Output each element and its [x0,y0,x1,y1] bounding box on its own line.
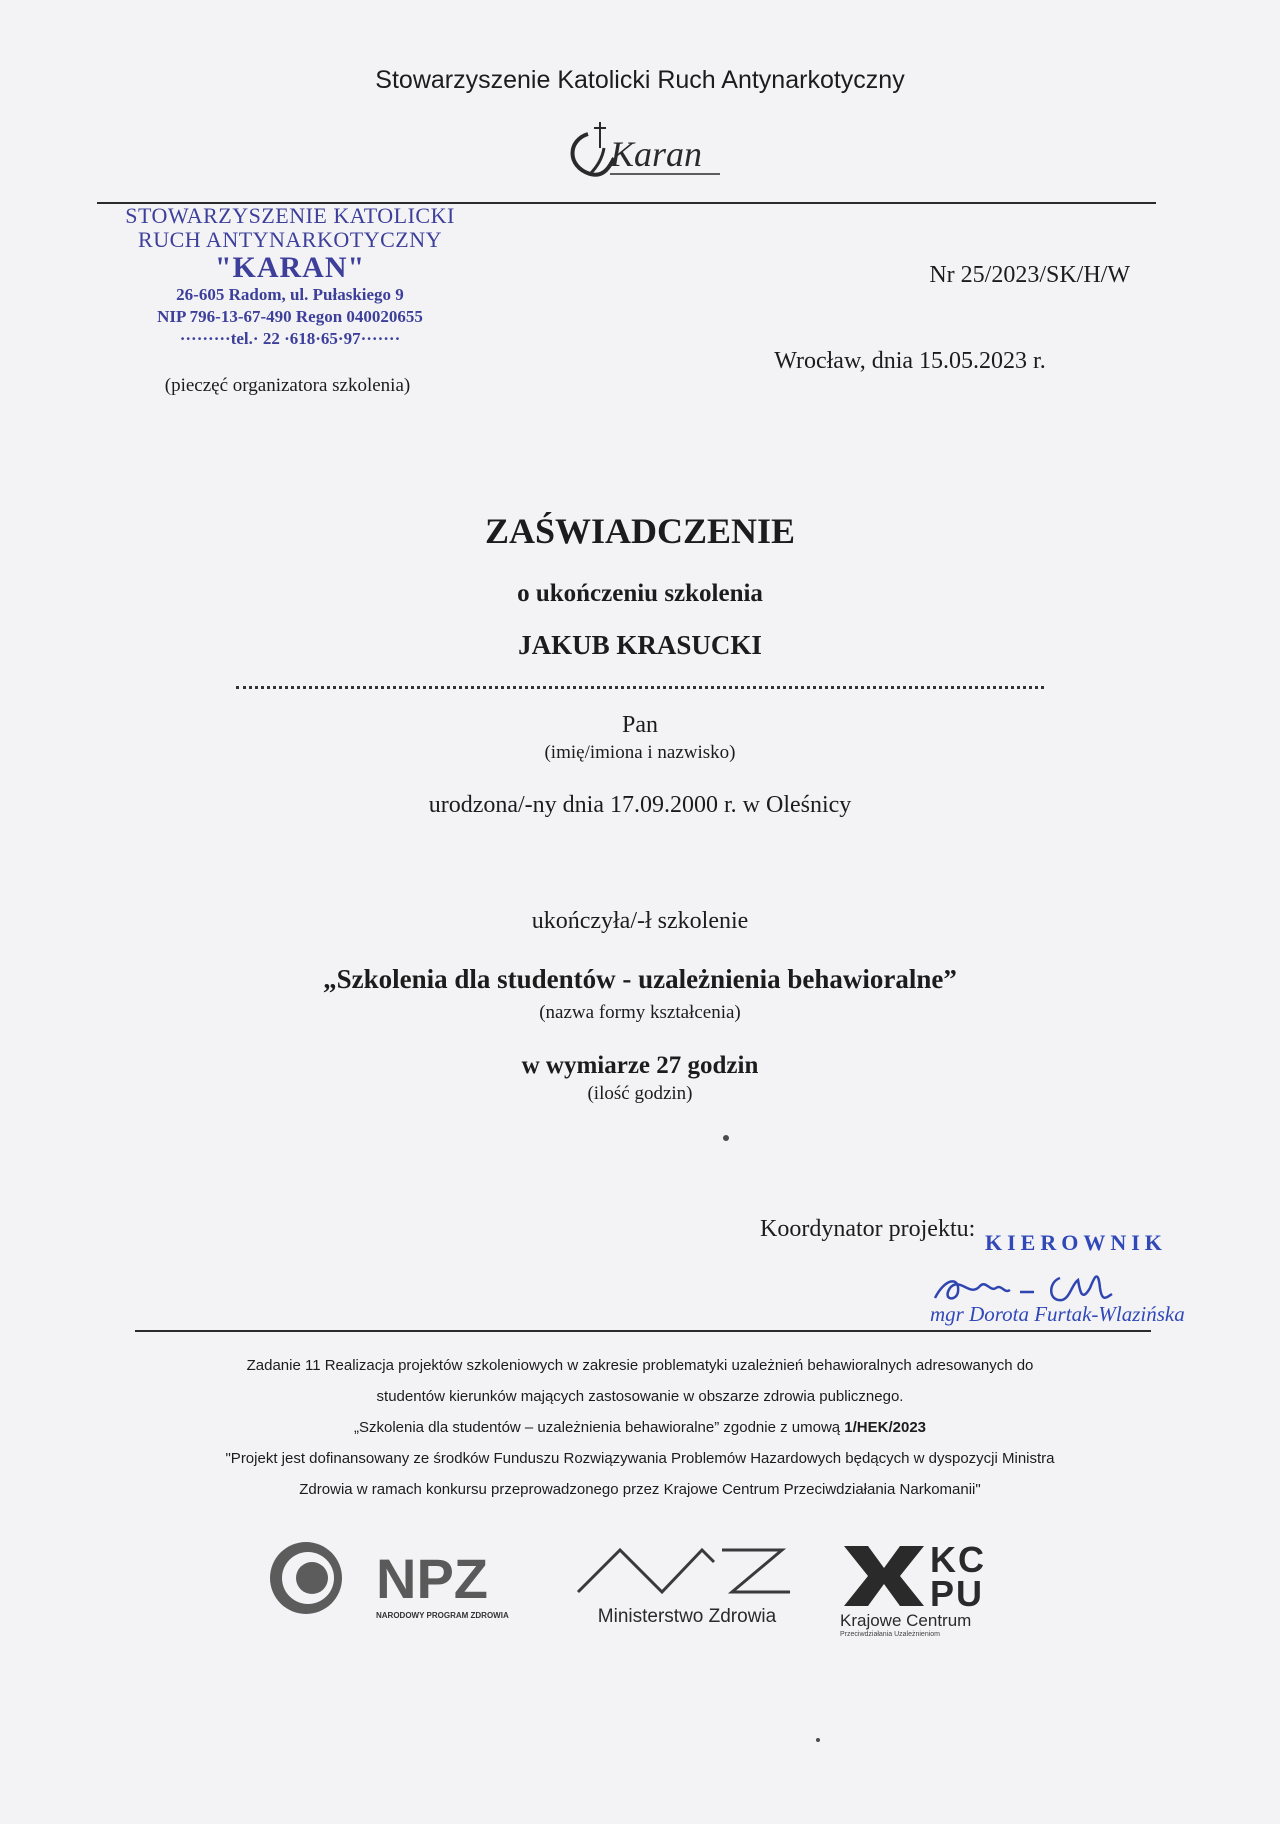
footer-line-1: Zadanie 11 Realizacja projektów szkoleniowych w zakresie problematyki uzależnień behawioralnych adresowanych do [246,1357,1034,1374]
signature-stamp-title: KIEROWNIK [985,1230,1167,1255]
stamp-line-6: ·········tel.· 22 ·618·65·97······· [179,329,401,348]
organizer-stamp [110,204,470,350]
npz-logo [264,1538,532,1628]
footer-line-4: "Projekt jest dofinansowany ze środków Funduszu Rozwiązywania Problemów Hazardowych będących w dyspozycji Ministra [225,1450,1055,1467]
project-footer [120,1350,1160,1505]
certificate-subtitle: o ukończeniu szkolenia [517,580,763,607]
recipient-name: JAKUB KRASUCKI [518,630,762,660]
npz-logo-subtitle: NARODOWY PROGRAM ZDROWIA [376,1611,509,1620]
karan-logo-text: Karan [610,134,703,174]
kcpu-logo-name: Krajowe Centrum [840,1611,972,1630]
footer-line-5: Zdrowia w ramach konkursu przeprowadzonego przez Krajowe Centrum Przeciwdziałania Narkomanii" [299,1481,981,1498]
npz-logo-text: NPZ [376,1547,488,1610]
stamp-line-4: 26-605 Radom, ul. Pułaskiego 9 [176,285,404,304]
stamp-line-1: STOWARZYSZENIE KATOLICKI [125,203,455,228]
stamp-caption: (pieczęć organizatora szkolenia) [164,375,411,396]
agreement-number: 1/HEK/2023 [844,1419,927,1436]
certificate-title: ZAŚWIADCZENIE [484,511,796,551]
training-hours: w wymiarze 27 godzin [521,1052,759,1079]
kcpu-logo-subtitle: Przeciwdziałania Uzależnieniom [840,1631,940,1638]
footer-line-3-text: „Szkolenia dla studentów – uzależnienia behawioralne” zgodnie z umową [353,1419,845,1436]
training-name: „Szkolenia dla studentów - uzależnienia behawioralne” [323,964,957,994]
stamp-line-2: RUCH ANTYNARKOTYCZNY [138,227,442,252]
karan-logo [560,118,730,188]
speck [816,1738,820,1742]
signer-name: mgr Dorota Furtak-Wlazińska [930,1302,1185,1326]
coordinator-label: Koordynator projektu: [760,1216,976,1242]
stamp-line-5: NIP 796-13-67-490 Regon 040020655 [157,307,423,326]
document-number: Nr 25/2023/SK/H/W [929,262,1130,288]
hours-caption: (ilość godzin) [587,1083,693,1104]
organization-header: Stowarzyszenie Katolicki Ruch Antynarkotyczny [375,66,905,94]
salutation: Pan [622,712,658,738]
bottom-divider [135,1330,1151,1332]
kcpu-logo [838,1538,1018,1638]
footer-line-3 [120,1412,1160,1443]
kcpu-logo-top: KC [930,1539,986,1580]
birth-info: urodzona/-ny dnia 17.09.2000 r. w Oleśnicy [428,792,852,818]
ministry-logo-text: Ministerstwo Zdrowia [597,1606,777,1627]
name-dotted-line [236,686,1044,689]
ministry-of-health-logo [572,1540,802,1630]
name-caption: (imię/imiona i nazwisko) [544,742,736,763]
training-caption: (nazwa formy kształcenia) [539,1002,741,1023]
completed-training-line: ukończyła/-ł szkolenie [531,908,749,934]
kcpu-logo-bottom: PU [930,1573,985,1614]
place-and-date: Wrocław, dnia 15.05.2023 r. [774,348,1046,374]
stamp-line-3: "KARAN" [214,251,366,284]
ink-dot [723,1135,729,1141]
footer-line-2: studentów kierunków mających zastosowanie w obszarze zdrowia publicznego. [376,1388,904,1405]
